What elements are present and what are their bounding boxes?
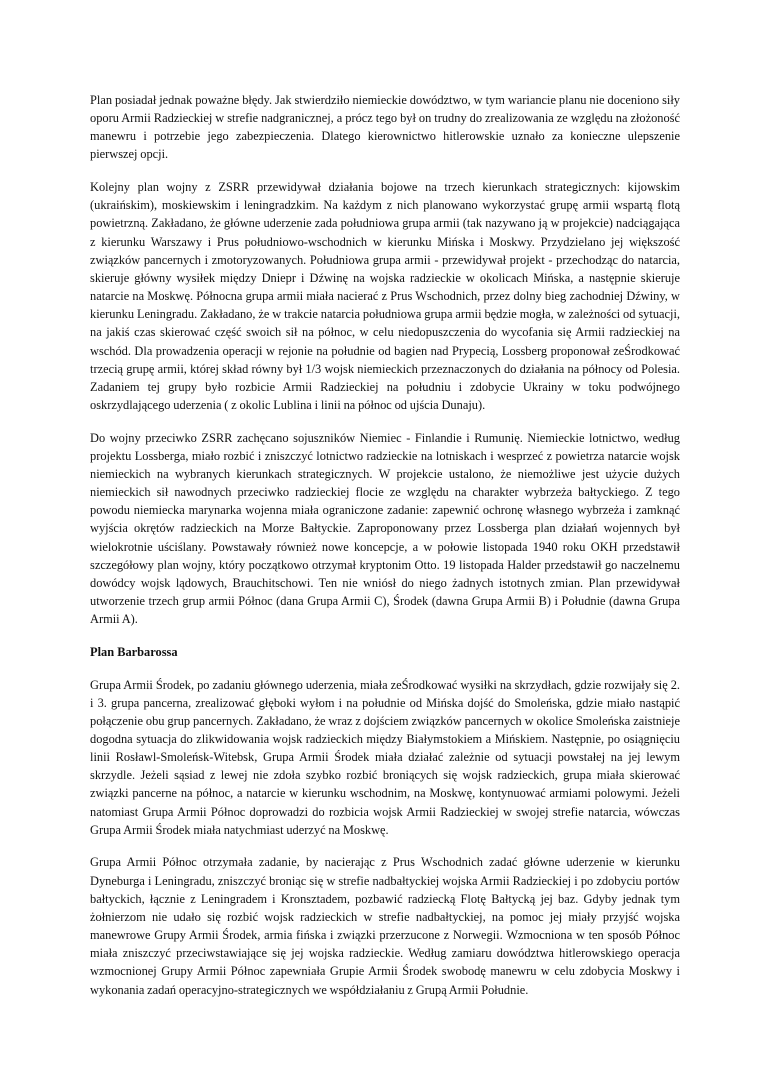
paragraph-army-group-north: Grupa Armii Północ otrzymała zadanie, by nacierając z Prus Wschodnich zadać główne uderzenie w kierunku Dyneburga i Leningradu, zniszczyć broniąc się w strefie nadbałtyckiej wojska Armii Radzieckiej i po zdobyciu portów bałtyckich, łącznie z Leningradem i Kronsztadem, pozbawić radziecką Flotę Bałtycką jej baz. Gdyby jednak tym żołnierzom nie udało się rozbić wojsk radzieckich w strefie nadbałtyckiej, na pomoc jej miały przyjść wojska manewrowe Grupy Armii Środek, armia fińska i związki przerzucone z Norwegii. Wzmocniona w ten sposób Północ miała zniszczyć przeciwstawiające się jej wojska radzieckie. Według zamiaru dowództwa hitlerowskiego operacja wzmocnionej Grupy Armii Północ zapewniała Grupie Armii Środek swobodę manewru w celu zdobycia Moskwy i wykonania zadań operacyjno-strategicznych we współdziałaniu z Grupą Armii Południe.	[90, 855, 680, 997]
paragraph-war-plan: Kolejny plan wojny z ZSRR przewidywał działania bojowe na trzech kierunkach strategicznych: kijowskim (ukraińskim), moskiewskim i leningradzkim. Na każdym z nich planowano wykorzystać grupę armii wspartą flotą powietrzną. Zakładano, że główne uderzenie zada południowa grupa armii (tak nazywano ją w projekcie) nadciągająca z kierunku Warszawy i Prus południowo-wschodnich w kierunku Mińska i Moskwy. Przydzielano jej większość związków pancernych i zmotoryzowanych. Południowa grupa armii - przewidywał projekt - przechodząc do natarcia, skieruje główny wysiłek między Dniepr i Dźwinę na wojska radzieckie w okolicach Mińska, a następnie skieruje natarcie na Moskwę. Północna grupa armii miała nacierać z Prus Wschodnich, przez dolny bieg zachodniej Dźwiny, w kierunku Leningradu. Zakładano, że w trakcie natarcia południowa grupa armii będzie mogła, w zależności od sytuacji, na jakiś czas skierować część swoich sił na północ, w celu niedopuszczenia do wycofania się Armii radzieckiej na wschód. Dla prowadzenia operacji w rejonie na południe od bagien nad Prypecią, Lossberg proponował zeŚrodkować trzecią grupę armii, której skład równy był 1/3 wojsk niemieckich przeznaczonych do działania na północy od Polesia. Zadaniem tej grupy było rozbicie Armii Radzieckiej na południu i zdobycie Ukrainy w toku podwójnego oskrzydlającego uderzenia ( z okolic Lublina i linii na północ od ujścia Dunaju).	[90, 180, 680, 412]
document-page	[90, 91, 680, 1013]
paragraph-army-group-center: Grupa Armii Środek, po zadaniu głównego uderzenia, miała zeŚrodkować wysiłki na skrzydłach, gdzie rozwijały się 2. i 3. grupa pancerna, zrealizować głęboki wyłom i na południe od Mińska dojść do Smoleńska, gdzie miało nastąpić połączenie obu grup pancernych. Zakładano, że wraz z dojściem związków pancernych w okolice Smoleńska zaistnieje dogodna sytuacja do zlikwidowania wojsk radzieckich między Białymstokiem a Mińskiem. Następnie, po osiągnięciu linii Rosławl-Smoleńsk-Witebsk, Grupa Armii Środek miała działać zależnie od sytuacji powstałej na jej lewym skrzydle. Jeżeli sąsiad z lewej nie zdoła szybko rozbić broniących się wojsk radzieckich, grupa miała skierować związki pancerne na północ, a natarcie w kierunku wschodnim, na Moskwę, kontynuować armiami polowymi. Jeżeli natomiast Grupa Armii Północ doprowadzi do rozbicia wojsk Armii Radzieckiej w swojej strefie natarcia, wówczas Grupa Armii Środek miała natychmiast uderzyć na Moskwę.	[90, 677, 680, 837]
paragraph-allies: Do wojny przeciwko ZSRR zachęcano sojuszników Niemiec - Finlandie i Rumunię. Niemieckie lotnictwo, według projektu Lossberga, miało rozbić i zniszczyć lotnictwo radzieckie na lotniskach i wesprzeć z powietrza natarcie wojsk niemieckich na wybranych kierunkach strategicznych. W projekcie ustalono, że niemożliwe jest użycie dużych niemieckich sił nawodnych przeciwko radzieckiej flocie ze względu na charakter wybrzeża bałtyckiego. Z tego powodu niemiecka marynarka wojenna miała ograniczone zadanie: zapewnić ochronę własnego wybrzeża i zamknąć wyjścia okrętów radzieckich na Morze Bałtyckie. Zaproponowany przez Lossberga plan działań wojennych był wielokrotnie uściślany. Powstawały również nowe koncepcje, a w połowie listopada 1940 roku OKH przedstawił szczegółowy plan wojny, który początkowo otrzymał kryptonim Otto. 19 listopada Halder przedstawił go naczelnemu dowódcy wojsk lądowych, Brauchitschowi. Ten nie wniósł do niego żadnych istotnych zmian. Plan przewidywał utworzenie trzech grup armii Północ (dana Grupa Armii C), Środek (dawna Grupa Armii B) i Południe (dawna Grupa Armii A).	[90, 430, 680, 627]
paragraph-plan-errors: Plan posiadał jednak poważne błędy. Jak stwierdziło niemieckie dowództwo, w tym wariancie planu nie doceniono siły oporu Armii Radzieckiej w strefie nadgranicznej, a prócz tego był on trudny do zrealizowania ze względu na złożoność manewru i potrzebie jego zabezpieczenia. Dlatego kierownictwo hitlerowskie uznało za konieczne ulepszenie pierwszej opcji.	[90, 93, 680, 162]
section-heading: Plan Barbarossa	[90, 644, 178, 659]
